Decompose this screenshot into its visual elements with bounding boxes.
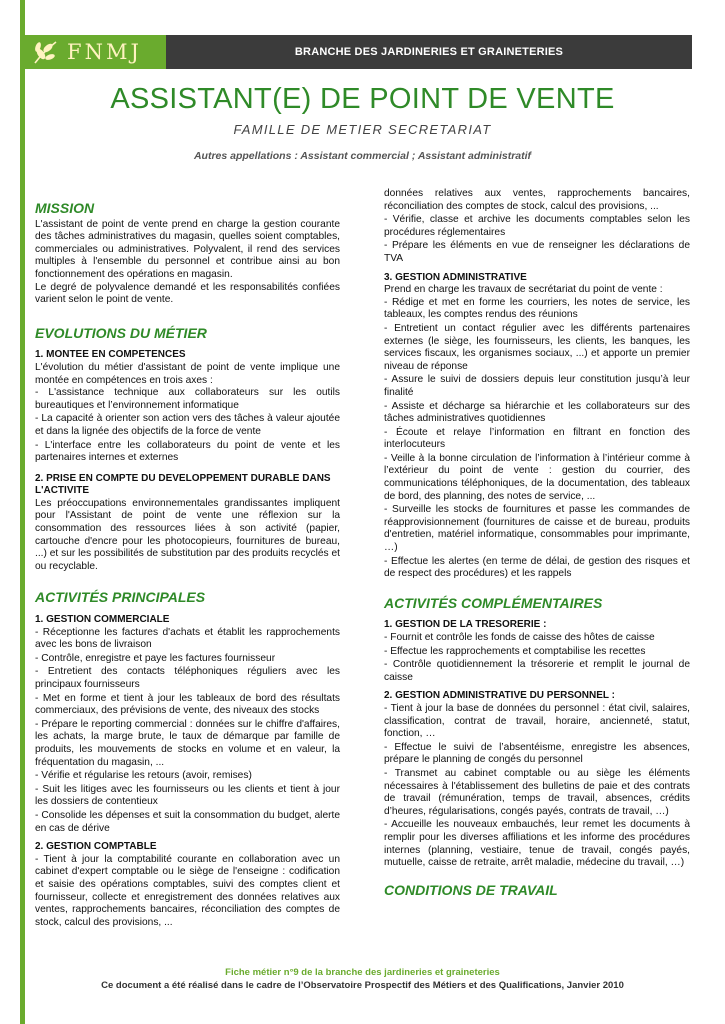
list-item: - Contrôle, enregistre et paye les factures fournisseur	[35, 652, 276, 664]
mission-paragraph: Le degré de polyvalence demandé et les responsabilités confiées varient selon le point de vente.	[35, 281, 340, 306]
paragraph: L'évolution du métier d'assistant de point de vente implique une montée en compétences en trois axes :	[35, 361, 340, 386]
list-item: - L'interface entre les collaborateurs du point de vente et les partenaires internes et externes	[35, 439, 340, 464]
list-item: - Entretient des contacts téléphoniques réguliers avec les principaux fournisseurs	[35, 666, 340, 690]
branch-title: BRANCHE DES JARDINERIES ET GRAINETERIES	[294, 46, 564, 58]
list-item: - Accueille les nouveaux embauchés, leur remet les documents à remplir pour les diverses affiliations et les informe des procédures internes (planning, vestiaire, tenue de travail, congés payés, mutuelle, caisse de retraite, arrêt maladie, médecine du travail, …)	[384, 819, 690, 869]
logo	[25, 35, 166, 69]
page-title: ASSISTANT(E) DE POINT DE VENTE	[110, 83, 615, 115]
list-item: - Effectue les rapprochements et comptabilise les recettes	[384, 645, 646, 657]
header-bar	[25, 35, 692, 69]
subsection-title: 1. GESTION COMMERCIALE	[35, 614, 170, 626]
subsection-title: 2. PRISE EN COMPTE DU DEVELOPPEMENT DURABLE DANS L'ACTIVITE	[35, 472, 331, 497]
paragraph: Prend en charge les travaux de secrétariat du point de vente :	[384, 284, 663, 296]
footer-title: Fiche métier n°9 de la branche des jardineries et graineteries	[225, 967, 500, 978]
list-item: - Assiste et décharge sa hiérarchie et les collaborateurs sur des tâches administratives quotidiennes	[384, 400, 690, 425]
list-item: - Contrôle quotidiennement la trésorerie et remplit le journal de caisse	[384, 659, 690, 683]
list-item: - Effectue le suivi de l’absentéisme, enregistre les absences, prépare le planning de congés du personnel	[384, 741, 690, 766]
list-item: - Prépare le reporting commercial : données sur le chiffre d'affaires, les achats, la marge brute, le taux de démarque par famille de produits, les mouvements de stocks en volume et en valeur, la fréquentation du magasin, ...	[35, 718, 340, 768]
right-column	[384, 188, 690, 896]
paragraph: Les préoccupations environnementales grandissantes impliquent pour l'Assistant de point de vente une réflexion sur la consommation des ressources liées à son activité (papier, cartouche d'encre pour les photocopieurs, fournitures de bureau, ...) et sur les possibilités de substitution par des produits recyclés et ou recyclable.	[35, 497, 340, 572]
list-item: - L'assistance technique aux collaborateurs sur les outils bureautiques et l’environnement informatique	[35, 387, 340, 411]
other-names: Autres appellations : Assistant commercial ; Assistant administratif	[193, 150, 532, 162]
leaf-icon	[31, 39, 59, 65]
mission-paragraph: L'assistant de point de vente prend en charge la gestion courante des tâches administratives du magasin, quelles soient comptables, commerciales ou administratives. Polyvalent, il rend des services multiples à l'ensemble du personnel et contribue ainsi au bon fonctionnement des opérations en magasin.	[35, 218, 340, 280]
list-item: - Consolide les dépenses et suit la consommation du budget, alerte en cas de dérive	[35, 809, 340, 834]
list-item: - La capacité à orienter son action vers des tâches à valeur ajoutée et dans la lignée des objectifs de la force de vente	[35, 413, 340, 437]
list-item: - Veille à la bonne circulation de l’information à l’intérieur comme à l’extérieur du point de vente : gestion du courrier, des communications téléphoniques, de la documentation, des tableaux de bord, des planning, des notes de service, ...	[384, 452, 690, 502]
list-item: - Rédige et met en forme les courriers, les notes de service, les tableaux, les comptes rendus des réunions	[384, 296, 690, 321]
logo-text: FNMJ	[67, 40, 142, 64]
list-item: - Prépare les éléments en vue de renseigner les déclarations de TVA	[384, 240, 690, 264]
list-item: - Fournit et contrôle les fonds de caisse des hôtes de caisse	[384, 632, 655, 643]
list-item: - Effectue les alertes (en terme de délai, de gestion des risques et de respect des procédures) et les rappels	[384, 555, 690, 580]
job-family: FAMILLE DE METIER SECRETARIAT	[233, 122, 492, 137]
subsection-title: 1. GESTION DE LA TRESORERIE :	[384, 619, 547, 631]
list-item: - Surveille les stocks de fournitures et passe les commandes de réapprovisionnement (fournitures de caisse et de bureau, produits d'entretien, matériel informatique, consommables pour imprimante, …)	[384, 504, 690, 554]
list-item: - Vérifie et régularise les retours (avoir, remises)	[35, 770, 252, 782]
mission-heading: MISSION	[35, 200, 95, 216]
list-item: - Vérifie, classe et archive les documents comptables selon les procédures réglementaires	[384, 214, 690, 238]
subsection-title: 2. GESTION ADMINISTRATIVE DU PERSONNEL :	[384, 690, 615, 702]
conditions-heading: CONDITIONS DE TRAVAIL	[384, 881, 558, 898]
list-item-continued: - Tient à jour la comptabilité courante en collaboration avec un cabinet d'expert comptable ou le siège de l'enseigne : codification et saisie des opérations comptables, suivi des comptes client et fournisseur, collecte et enregistrement des données relatives aux ventes, rapprochements bancaires, réconciliation des comptes de stock, calcul des provisions, ...	[35, 853, 340, 928]
subsection-title: 3. GESTION ADMINISTRATIVE	[384, 271, 527, 283]
left-column	[35, 188, 340, 928]
footer-note: Ce document a été réalisé dans le cadre de l’Observatoire Prospectif des Métiers et des Qualifications, Janvier 2010	[101, 980, 624, 991]
list-item: - Tient à jour la base de données du personnel : état civil, salaires, classification, contrat de travail, horaire, ancienneté, statut, fonction, …	[384, 702, 690, 740]
activities-main-heading: ACTIVITÉS PRINCIPALES	[35, 589, 206, 606]
list-item: - Écoute et relaye l’information en filtrant en fonction des interlocuteurs	[384, 426, 690, 451]
list-item: - Suit les litiges avec les fournisseurs ou les clients et tient à jour les dossiers de contentieux	[35, 783, 340, 808]
list-item: - Met en forme et tient à jour les tableaux de bord des résultats commerciaux, des prévisions de vente, des niveaux des stocks	[35, 692, 340, 717]
subsection-title: 1. MONTEE EN COMPETENCES	[35, 349, 186, 361]
list-item-continuation: données relatives aux ventes, rapprochements bancaires, réconciliation des comptes de stock, calcul des provisions, ...	[384, 188, 690, 212]
list-item: - Entretient un contact régulier avec les différents partenaires externes (le siège, les fournisseurs, les clients, les banques, les services fiscaux, les organismes sociaux, ...) et apporte un premier niveau de réponse	[384, 322, 690, 372]
subsection-title: 2. GESTION COMPTABLE	[35, 841, 157, 853]
list-item: - Réceptionne les factures d'achats et établit les rapprochements avec les bons de livraison	[35, 626, 340, 651]
list-item: - Transmet au cabinet comptable ou au siège les éléments nécessaires à l'établissement des bulletins de paie et des contrats de travail (rémunération, temps de travail, absences, crédits d’heures, régularisations, congés payés, contrats de travail, …)	[384, 767, 690, 817]
evolutions-heading: EVOLUTIONS DU MÉTIER	[35, 324, 207, 341]
list-item: - Assure le suivi de dossiers depuis leur constitution jusqu’à leur finalité	[384, 374, 690, 398]
activities-complementary-heading: ACTIVITÉS COMPLÉMENTAIRES	[384, 594, 603, 611]
